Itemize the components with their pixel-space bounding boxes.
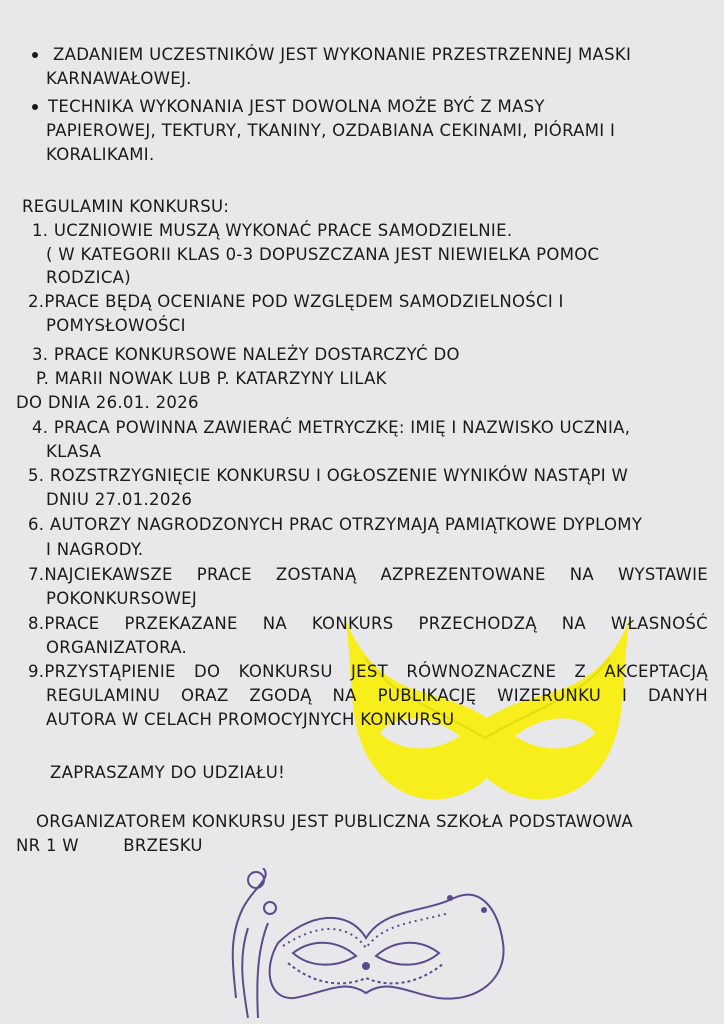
rule-4-line-1: 4. PRACA POWINNA ZAWIERAĆ METRYCZKĘ: IMIĘ I NAZWISKO UCZNIA, [32,418,631,437]
rules-title: REGULAMIN KONKURSU: [22,197,230,216]
bullet-1-line-1: ZADANIEM UCZESTNIKÓW JEST WYKONANIE PRZESTRZENNEJ MASKI [53,45,632,64]
rule-1-line-1: 1. UCZNIOWIE MUSZĄ WYKONAĆ PRACE SAMODZIELNIE. [32,221,513,240]
rule-1-line-3: RODZICA) [46,268,131,287]
rule-5-line-1: 5. ROZSTRZYGNIĘCIE KONKURSU I OGŁOSZENIE WYNIKÓW NASTĄPI W [28,466,629,485]
rule-8-line-1: 8.PRACE PRZEKAZANE NA KONKURS PRZECHODZĄ NA WŁASNOŚĆ [28,614,708,633]
rule-9-line-3: AUTORA W CELACH PROMOCYJNYCH KONKURSU [46,710,455,729]
rule-9-line-1: 9.PRZYSTĄPIENIE DO KONKURSU JEST RÓWNOZNACZNE Z AKCEPTACJĄ [28,662,708,681]
rule-2-line-2: POMYSŁOWOŚCI [46,316,186,335]
bullet-dot [32,104,38,110]
organizer-line-2: NR 1 W BRZESKU [16,836,203,855]
bullet-dot [32,52,38,58]
bullet-1-line-2: KARNAWAŁOWEJ. [46,69,192,88]
bullet-2-line-3: KORALIKAMI. [46,145,155,164]
purple-lace-mask-image [218,868,514,1018]
bullet-2-line-1: TECHNIKA WYKONANIA JEST DOWOLNA MOŻE BYĆ Z MASY [48,97,545,116]
bullet-2-line-2: PAPIEROWEJ, TEKTURY, TKANINY, OZDABIANA CEKINAMI, PIÓRAMI I [46,121,616,140]
organizer-line-1: ORGANIZATOREM KONKURSU JEST PUBLICZNA SZKOŁA PODSTAWOWA [36,812,633,831]
rule-8-line-2: ORGANIZATORA. [46,638,188,657]
rule-3-line-3: DO DNIA 26.01. 2026 [16,393,199,412]
rule-5-line-2: DNIU 27.01.2026 [46,490,193,509]
rule-3-line-2: P. MARII NOWAK LUB P. KATARZYNY LILAK [36,369,387,388]
rule-6-line-1: 6. AUTORZY NAGRODZONYCH PRAC OTRZYMAJĄ PAMIĄTKOWE DYPLOMY [28,515,643,534]
rule-4-line-2: KLASA [46,442,102,461]
rule-3-line-1: 3. PRACE KONKURSOWE NALEŻY DOSTARCZYĆ DO [32,345,460,364]
rule-9-line-2: REGULAMINU ORAZ ZGODĄ NA PUBLIKACJĘ WIZERUNKU I DANYH [46,686,708,705]
rule-1-line-2: ( W KATEGORII KLAS 0-3 DOPUSZCZANA JEST NIEWIELKA POMOC [46,245,600,264]
rule-7-line-1: 7.NAJCIEKAWSZE PRACE ZOSTANĄ AZPREZENTOWANE NA WYSTAWIE [28,565,708,584]
rule-2-line-1: 2.PRACE BĘDĄ OCENIANE POD WZGLĘDEM SAMODZIELNOŚCI I [28,292,564,311]
rule-7-line-2: POKONKURSOWEJ [46,589,198,608]
rule-6-line-2: I NAGRODY. [46,540,144,559]
invitation-text: ZAPRASZAMY DO UDZIAŁU! [50,763,285,782]
